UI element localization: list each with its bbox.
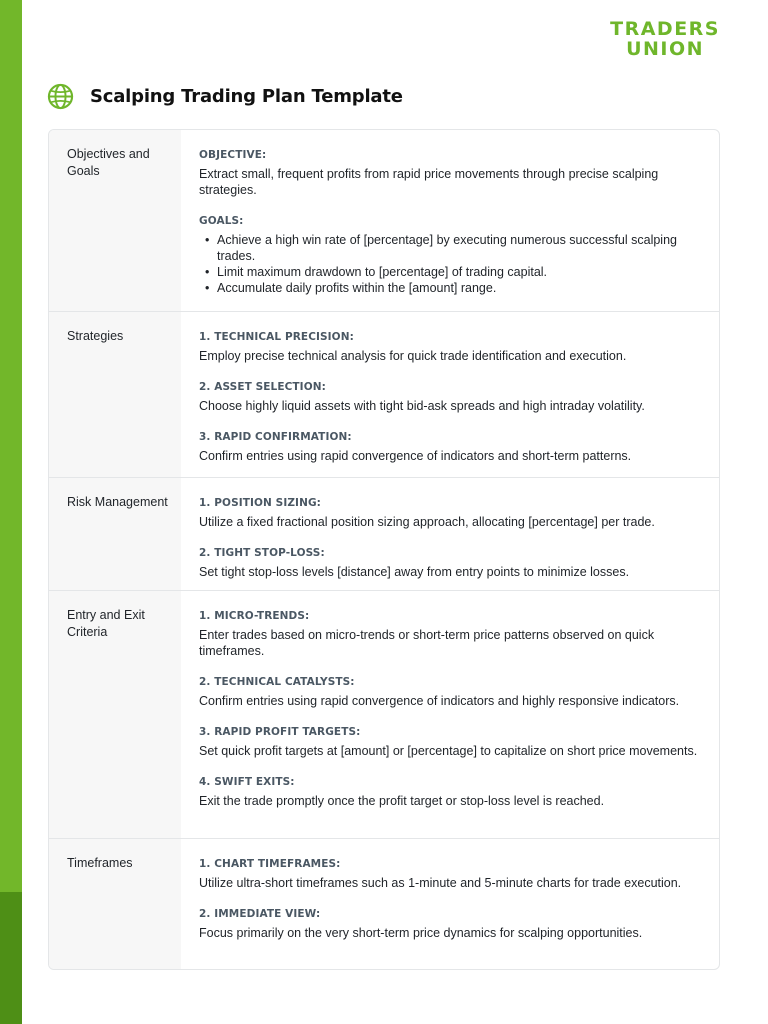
content-section [199, 775, 705, 809]
table-row [49, 311, 719, 477]
row-label: Timeframes [49, 839, 181, 970]
content-section [199, 907, 705, 941]
content-section [199, 857, 705, 891]
section-heading: 2. TECHNICAL CATALYSTS: [199, 676, 355, 688]
content-section [199, 148, 705, 198]
section-heading: 1. MICRO-TRENDS: [199, 610, 310, 622]
section-heading: 3. RAPID PROFIT TARGETS: [199, 726, 361, 738]
section-heading: 4. SWIFT EXITS: [199, 776, 295, 788]
section-text: Set quick profit targets at [amount] or [percentage] to capitalize on short price movements. [199, 744, 698, 758]
list-item: • Achieve a high win rate of [percentage] by executing numerous successful scalping trades. [199, 232, 705, 264]
row-content [181, 839, 719, 970]
section-heading: 2. TIGHT STOP-LOSS: [199, 547, 325, 559]
content-section [199, 330, 705, 364]
row-label: Risk Management [49, 478, 181, 590]
content-section [199, 675, 705, 709]
content-section [199, 546, 705, 580]
section-text: Exit the trade promptly once the profit target or stop-loss level is reached. [199, 794, 605, 808]
table-row [49, 838, 719, 970]
section-heading: 1. TECHNICAL PRECISION: [199, 331, 354, 343]
traders-union-logo [610, 20, 720, 59]
goals-list [199, 232, 705, 296]
row-label: Objectives and Goals [49, 130, 181, 311]
section-text: Enter trades based on micro-trends or short-term price patterns observed on quick timeframes. [199, 628, 655, 658]
table-row [49, 130, 719, 311]
logo-line-1: TRADERS [610, 18, 720, 40]
section-text: Extract small, frequent profits from rapid price movements through precise scalping strategies. [199, 167, 659, 197]
content-section [199, 430, 705, 464]
table-row [49, 590, 719, 838]
title-row [47, 82, 403, 110]
section-heading: 2. ASSET SELECTION: [199, 381, 326, 393]
left-accent-bar [0, 0, 22, 1024]
section-text: Set tight stop-loss levels [distance] away from entry points to minimize losses. [199, 565, 630, 579]
content-section [199, 496, 705, 530]
row-content [181, 478, 719, 590]
section-text: Focus primarily on the very short-term price dynamics for scalping opportunities. [199, 926, 643, 940]
section-text: Confirm entries using rapid convergence of indicators and short-term patterns. [199, 449, 632, 463]
section-text: Utilize a fixed fractional position sizing approach, allocating [percentage] per trade. [199, 515, 655, 529]
list-item: • Limit maximum drawdown to [percentage] of trading capital. [199, 264, 705, 280]
section-heading: 3. RAPID CONFIRMATION: [199, 431, 352, 443]
section-text: Utilize ultra-short timeframes such as 1-minute and 5-minute charts for trade execution. [199, 876, 682, 890]
left-accent-bar-bottom [0, 892, 22, 1024]
table-row [49, 477, 719, 590]
section-heading: GOALS: [199, 215, 244, 227]
row-content [181, 312, 719, 477]
section-heading: OBJECTIVE: [199, 149, 267, 161]
section-heading: 1. POSITION SIZING: [199, 497, 321, 509]
section-text: Employ precise technical analysis for quick trade identification and execution. [199, 349, 627, 363]
globe-icon [47, 83, 74, 110]
content-section [199, 214, 705, 296]
row-content [181, 591, 719, 838]
row-label: Entry and Exit Criteria [49, 591, 181, 838]
section-heading: 2. IMMEDIATE VIEW: [199, 908, 321, 920]
section-text: Confirm entries using rapid convergence of indicators and highly responsive indicators. [199, 694, 680, 708]
page-title: Scalping Trading Plan Template [90, 85, 403, 107]
section-text: Choose highly liquid assets with tight bid-ask spreads and high intraday volatility. [199, 399, 645, 413]
row-label: Strategies [49, 312, 181, 477]
content-section [199, 725, 705, 759]
row-content [181, 130, 719, 311]
logo-line-2: UNION [626, 38, 705, 60]
list-item: • Accumulate daily profits within the [amount] range. [199, 280, 705, 296]
content-section [199, 380, 705, 414]
section-heading: 1. CHART TIMEFRAMES: [199, 858, 341, 870]
trading-plan-table [48, 129, 720, 970]
content-section [199, 609, 705, 659]
